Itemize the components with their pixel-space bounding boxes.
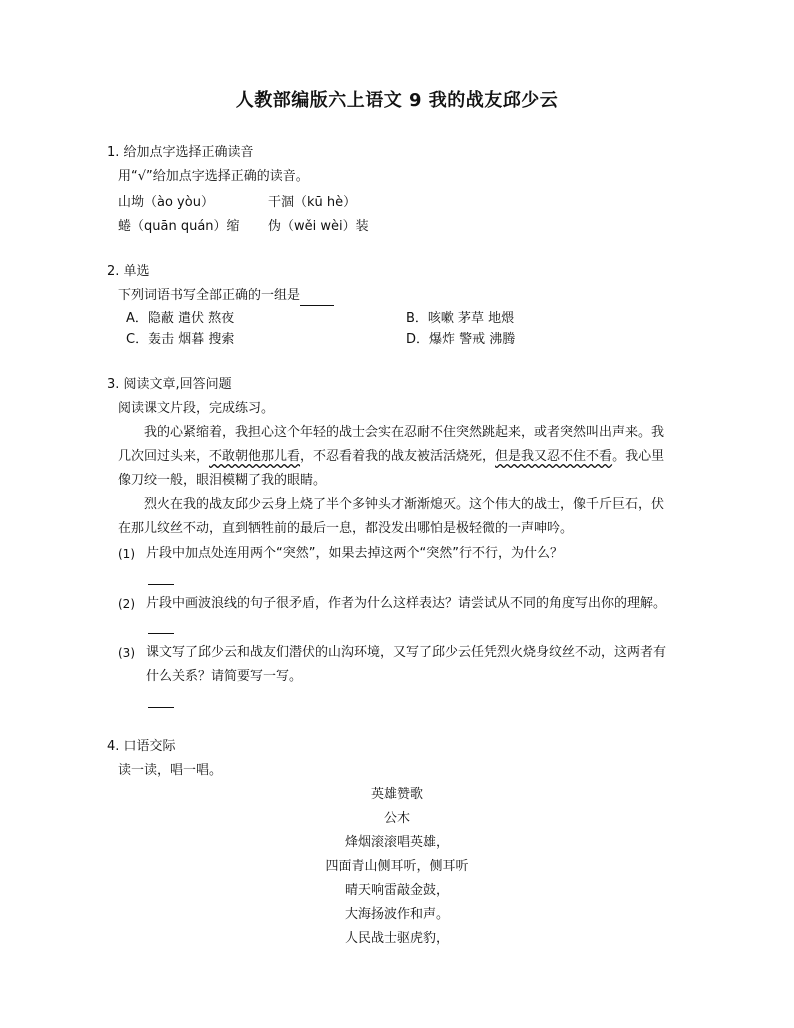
q1-item-shanao: 山坳（ào yòu） xyxy=(118,195,214,210)
passage-p2-line2: 在那儿纹丝不动，直到牺牲前的最后一息，都没发出哪怕是极轻微的一声呻吟。 xyxy=(118,521,574,536)
answer-line-1[interactable] xyxy=(148,583,174,585)
poem-line: 晴天响雷敲金鼓， xyxy=(344,883,449,898)
passage-p1-line1: 我的心紧缩着，我担心这个年轻的战士会实在忍耐不住突然跳起来，或者突然叫出声来。我 xyxy=(144,425,665,440)
answer-line-2[interactable] xyxy=(148,632,174,634)
sub-question-3-number: (3) xyxy=(118,646,135,660)
answer-blank[interactable] xyxy=(300,291,334,306)
sub-question-3-text-line2: 什么关系？请简要写一写。 xyxy=(146,669,303,684)
q2-option-c: C．轰击 烟暮 搜索 xyxy=(126,332,235,347)
answer-line-3[interactable] xyxy=(148,706,174,708)
poem-line: 烽烟滚滚唱英雄， xyxy=(344,835,449,850)
poem-title: 英雄赞歌 xyxy=(370,787,423,802)
q1-item-quansuo: 蜷（quān quán）缩 xyxy=(118,219,240,234)
sub-question-3-text-line1: 课文写了邱少云和战友们潜伏的山沟环境，又写了邱少云任凭烈火烧身纹丝不动，这两者有 xyxy=(146,645,667,660)
sub-question-1-text: 片段中加点处连用两个“突然”，如果去掉这两个“突然”行不行，为什么？ xyxy=(146,546,563,561)
passage-p2-line1: 烈火在我的战友邱少云身上烧了半个多钟头才渐渐熄灭。这个伟大的战士，像千斤巨石，伏 xyxy=(144,497,665,512)
q2-stem xyxy=(118,286,334,306)
q1-instruction: 用“√”给加点字选择正确的读音。 xyxy=(118,169,309,184)
q4-heading: 4. 口语交际 xyxy=(107,739,176,754)
q3-heading: 3. 阅读文章,回答问题 xyxy=(107,377,232,392)
poem-author: 公木 xyxy=(383,811,410,826)
passage-text: ，不忍看着我的战友被活活烧死， xyxy=(300,449,496,464)
q4-instruction: 读一读，唱一唱。 xyxy=(118,763,223,778)
wavy-underline-phrase: 不敢朝他那儿看 xyxy=(209,449,301,464)
q2-heading: 2. 单选 xyxy=(107,264,150,279)
page-title: 人教部编版六上语文 9 我的战友邱少云 xyxy=(235,90,559,111)
q2-option-a: A．隐蔽 遣伏 熬夜 xyxy=(126,311,235,326)
q2-option-d: D．爆炸 警戒 沸腾 xyxy=(406,332,516,347)
sub-question-1-number: (1) xyxy=(118,547,135,561)
sub-question-2-number: (2) xyxy=(118,597,135,611)
passage-text: 。我心里 xyxy=(612,449,665,464)
q2-option-b: B．咳嗽 茅草 地煨 xyxy=(406,311,515,326)
q3-instruction: 阅读课文片段，完成练习。 xyxy=(118,401,275,416)
poem-line: 四面青山侧耳听，侧耳听 xyxy=(325,859,469,874)
q1-item-ganhe: 干涸（kū hè） xyxy=(268,195,357,210)
sub-question-2-text: 片段中画波浪线的句子很矛盾，作者为什么这样表达？请尝试从不同的角度写出你的理解。 xyxy=(146,596,667,611)
poem-line: 大海扬波作和声。 xyxy=(344,907,449,922)
passage-p1-line3: 像刀绞一般，眼泪模糊了我的眼睛。 xyxy=(118,473,327,488)
q1-heading: 1. 给加点字选择正确读音 xyxy=(107,145,254,160)
q1-item-weizhuang: 伪（wěi wèi）装 xyxy=(268,219,369,234)
poem-line: 人民战士驱虎豹， xyxy=(344,931,449,946)
passage-text: 几次回过头来， xyxy=(118,449,210,464)
q2-stem-text: 下列词语书写全部正确的一组是 xyxy=(118,288,301,303)
passage-p1-line2 xyxy=(118,447,664,467)
wavy-underline-phrase: 但是我又忍不住不看 xyxy=(495,449,613,464)
